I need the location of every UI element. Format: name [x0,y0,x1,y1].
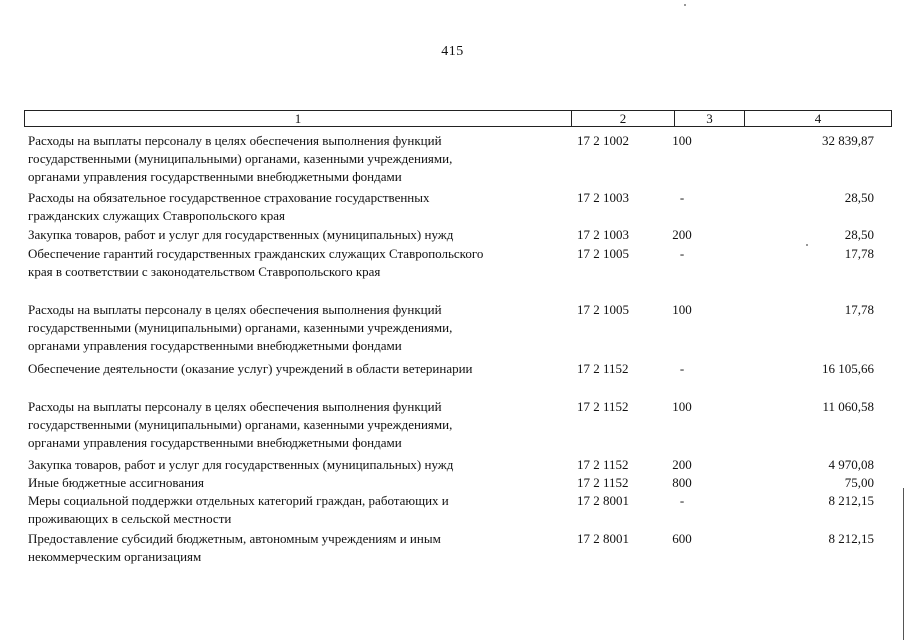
row-type: - [679,246,685,261]
row-description: Меры социальной поддержки отдельных категорий граждан, работающих и проживающих в сельской местности [28,493,449,526]
scan-speck [684,4,686,6]
row-amount: 8 212,15 [828,531,874,546]
row-code: 17 2 1002 [577,133,629,148]
row-code: 17 2 1152 [577,399,629,414]
row-description: Иные бюджетные ассигнования [28,475,205,490]
header-col-2: 2 [571,111,674,126]
row-type: 100 [672,399,692,414]
row-code: 17 2 8001 [577,531,629,546]
row-type: - [679,190,685,205]
row-description: Закупка товаров, работ и услуг для государственных (муниципальных) нужд [28,457,454,472]
row-amount: 4 970,08 [828,457,874,472]
row-code: 17 2 1003 [577,227,629,242]
row-amount: 75,00 [844,475,874,490]
row-code: 17 2 1005 [577,302,629,317]
row-description: Обеспечение деятельности (оказание услуг) учреждений в области ветеринарии [28,361,473,376]
row-description: Расходы на выплаты персоналу в целях обеспечения выполнения функций государственными (муниципальными) органами, казенными учреждениями, органами управления государственными внебюджетными фондами [28,133,453,184]
row-code: 17 2 1003 [577,190,629,205]
row-description: Расходы на выплаты персоналу в целях обеспечения выполнения функций государственными (муниципальными) органами, казенными учреждениями, органами управления государственными внебюджетными фондами [28,302,453,353]
row-type: 600 [672,531,692,546]
row-code: 17 2 8001 [577,493,629,508]
row-type: - [679,493,685,508]
row-amount: 32 839,87 [822,133,874,148]
row-code: 17 2 1152 [577,457,629,472]
row-description: Расходы на выплаты персоналу в целях обеспечения выполнения функций государственными (муниципальными) органами, казенными учреждениями, органами управления государственными внебюджетными фондами [28,399,453,450]
row-amount: 28,50 [844,190,874,205]
row-type: 200 [672,457,692,472]
row-description: Закупка товаров, работ и услуг для государственных (муниципальных) нужд [28,227,454,242]
row-code: 17 2 1152 [577,361,629,376]
row-amount: 11 060,58 [822,399,874,414]
page-number: 415 [441,44,464,59]
row-type: 100 [672,133,692,148]
row-description: Предоставление субсидий бюджетным, автономным учреждениям и иным некоммерческим организациям [28,531,441,564]
row-type: - [679,361,685,376]
header-col-4: 4 [744,111,891,126]
header-col-1: 1 [294,111,302,126]
row-amount: 16 105,66 [822,361,874,376]
row-type: 800 [672,475,692,490]
row-description: Обеспечение гарантий государственных гражданских служащих Ставропольского края в соответствии с законодательством Ставропольского края [28,246,484,279]
row-code: 17 2 1005 [577,246,629,261]
row-type: 100 [672,302,692,317]
row-amount: 17,78 [844,302,874,317]
row-amount: 17,78 [844,246,874,261]
row-amount: 28,50 [844,227,874,242]
table-header [24,110,892,127]
row-description: Расходы на обязательное государственное страхование государственных гражданских служащих Ставропольского края [28,190,430,223]
scan-speck [806,244,808,246]
header-col-3: 3 [674,111,744,126]
row-amount: 8 212,15 [828,493,874,508]
row-type: 200 [672,227,692,242]
scan-edge-line [903,488,904,640]
row-code: 17 2 1152 [577,475,629,490]
